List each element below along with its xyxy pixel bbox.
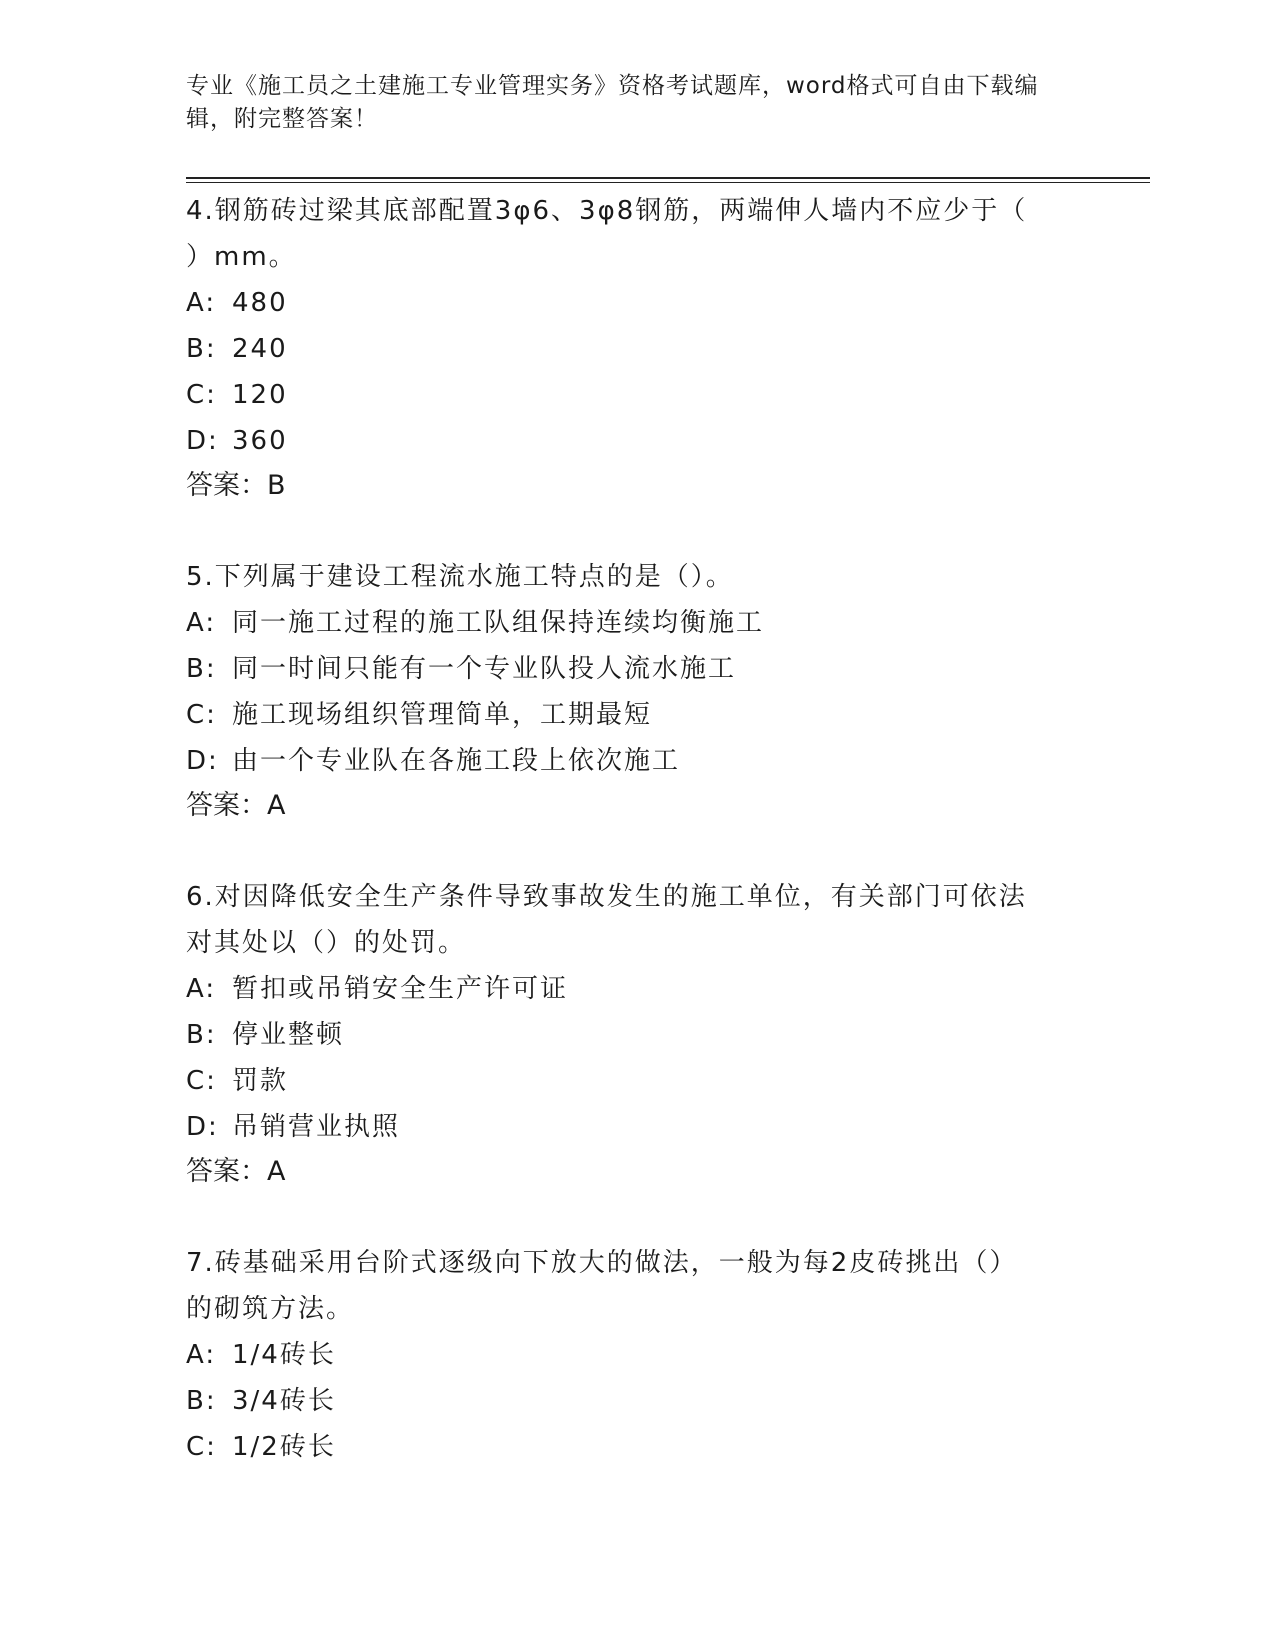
question-7-option-a (186, 1332, 1086, 1378)
option-letter: B: (186, 654, 217, 684)
option-letter: C: (186, 380, 217, 410)
question-4-option-d (186, 418, 1086, 464)
question-6-option-b (186, 1012, 1086, 1058)
question-7-option-c (186, 1424, 1086, 1470)
option-letter: C: (186, 1066, 217, 1096)
option-text: 480 (232, 288, 288, 318)
question-4 (186, 188, 1086, 508)
question-list (186, 188, 1086, 1470)
question-7-line-2: 的砌筑方法。 (186, 1294, 355, 1324)
page-header (186, 70, 1066, 136)
option-letter: B: (186, 1386, 217, 1416)
option-letter: C: (186, 700, 217, 730)
question-6-answer: 答案：A (186, 1156, 286, 1187)
question-5-answer: 答案：A (186, 790, 286, 821)
option-text: 1/2砖长 (232, 1432, 336, 1462)
header-divider-thin (186, 182, 1150, 183)
option-text: 罚款 (232, 1066, 289, 1096)
question-7-option-b (186, 1378, 1086, 1424)
option-text: 由一个专业队在各施工段上依次施工 (232, 746, 681, 776)
option-text: 同一施工过程的施工队组保持连续均衡施工 (232, 608, 765, 638)
option-text: 3/4砖长 (232, 1386, 336, 1416)
option-letter: D: (186, 426, 219, 456)
question-5-option-c (186, 692, 1086, 738)
question-5 (186, 554, 1086, 828)
option-letter: B: (186, 1020, 217, 1050)
option-text: 120 (232, 380, 288, 410)
option-text: 暂扣或吊销安全生产许可证 (232, 974, 569, 1004)
option-text: 停业整顿 (232, 1020, 345, 1050)
option-text: 240 (232, 334, 288, 364)
question-4-line-2: ）mm。 (186, 242, 297, 272)
question-6-option-a (186, 966, 1086, 1012)
question-5-line-1: 5.下列属于建设工程流水施工特点的是（）。 (186, 562, 734, 592)
option-text: 360 (232, 426, 288, 456)
question-4-line-1: 4.钢筋砖过梁其底部配置3φ6、3φ8钢筋，两端伸人墙内不应少于（ (186, 196, 1028, 226)
option-text: 1/4砖长 (232, 1340, 336, 1370)
question-4-option-b (186, 326, 1086, 372)
question-6 (186, 874, 1086, 1194)
spacer (186, 828, 1086, 874)
question-7-line-1: 7.砖基础采用台阶式逐级向下放大的做法，一般为每2皮砖挑出（） (186, 1248, 1018, 1278)
option-letter: C: (186, 1432, 217, 1462)
option-letter: D: (186, 1112, 219, 1142)
question-4-answer: 答案：B (186, 470, 286, 501)
question-6-line-2: 对其处以（）的处罚。 (186, 928, 467, 958)
question-7 (186, 1240, 1086, 1470)
header-line-1: 专业《施工员之土建施工专业管理实务》资格考试题库，word格式可自由下载编 (186, 73, 1039, 99)
header-divider-thick (186, 177, 1150, 179)
option-letter: A: (186, 608, 217, 638)
question-5-option-b (186, 646, 1086, 692)
question-5-option-d (186, 738, 1086, 784)
option-text: 施工现场组织管理简单，工期最短 (232, 700, 653, 730)
question-4-option-a (186, 280, 1086, 326)
question-4-option-c (186, 372, 1086, 418)
question-6-option-c (186, 1058, 1086, 1104)
option-text: 同一时间只能有一个专业队投人流水施工 (232, 654, 737, 684)
option-letter: D: (186, 746, 219, 776)
option-letter: B: (186, 334, 217, 364)
question-6-option-d (186, 1104, 1086, 1150)
header-line-2: 辑，附完整答案！ (186, 106, 378, 132)
option-text: 吊销营业执照 (232, 1112, 401, 1142)
question-5-option-a (186, 600, 1086, 646)
spacer (186, 508, 1086, 554)
option-letter: A: (186, 974, 217, 1004)
question-6-line-1: 6.对因降低安全生产条件导致事故发生的施工单位，有关部门可依法 (186, 882, 1027, 912)
option-letter: A: (186, 1340, 217, 1370)
option-letter: A: (186, 288, 217, 318)
spacer (186, 1194, 1086, 1240)
